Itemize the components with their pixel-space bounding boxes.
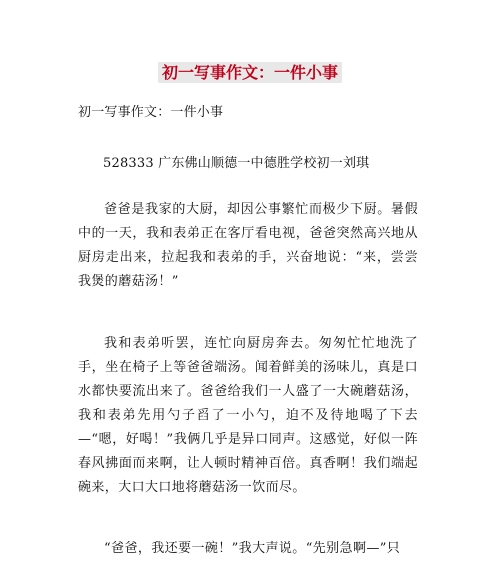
document-subtitle: 初一写事作文：一件小事 [78,105,224,120]
document-title [0,60,500,83]
author-line: 528333 广东佛山顺德一中德胜学校初一刘琪 [103,156,370,171]
paragraph-1: 爸爸是我家的大厨，却因公事繁忙而极少下厨。暑假中的一天，我和表弟正在客厅看电视，爸爸突然高兴地从厨房走出来，拉起我和表弟的手，兴奋地说：“来，尝尝我煲的蘑菇汤！” [78,202,418,289]
paragraph-3: “爸爸，我还要一碗！”我大声说。“先别急啊—”只 [104,541,401,556]
paragraph-2: 我和表弟听罢，连忙向厨房奔去。匆匆忙忙地洗了手，坐在椅子上等爸爸端汤。闻着鲜美的汤味儿，真是口水都快要流出来了。爸爸给我们一人盛了一大碗蘑菇汤，我和表弟先用勺子舀了一小勺，迫不及待地喝了下去—“嗯，好喝！”我俩几乎是异口同声。这感觉，好似一阵春风拂面而来啊，让人顿时精神百倍。真香啊！我们端起碗来，大口大口地将蘑菇汤一饮而尽。 [78,336,418,495]
title-text: 初一写事作文：一件小事 [158,62,342,83]
